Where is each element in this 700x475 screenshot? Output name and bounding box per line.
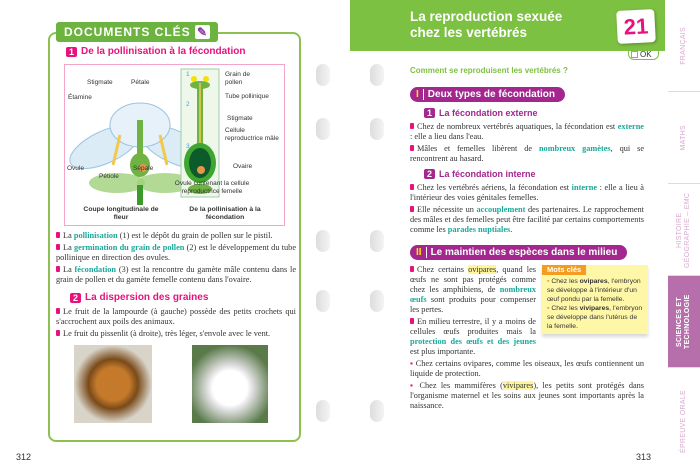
checkbox-icon[interactable] (631, 51, 638, 58)
label-petiole: Pétiole (99, 173, 119, 180)
doc2-heading (70, 292, 296, 303)
bullet-lampourde: Le fruit de la lampourde (à gauche) possède des petits crochets qui s'accrochent aux poils des animaux. (56, 307, 296, 326)
chapter-question: Comment se reproduisent les vertébrés ? (410, 66, 568, 75)
para-mammiferes: ▪ Chez les mammifères (vivipares), les petits sont protégés dans l'organisme maternel et les soins aux jeunes sont importants après la naissance. (410, 381, 645, 410)
label-stigmate: Stigmate (87, 79, 113, 86)
label-stigmate-2: Stigmate (227, 115, 253, 122)
sub2-heading: 2 La fécondation interne (424, 169, 644, 179)
doc1-title: De la pollinisation à la fécondation (81, 46, 246, 57)
caption-coupe: Coupe longitudinale de fleur (83, 206, 159, 221)
bullet-germination: La germination du grain de pollen (2) est le développement du tube pollinique en direction des ovules. (56, 243, 297, 262)
binder-hole (370, 400, 384, 422)
pencil-icon: ✎ (197, 25, 209, 39)
label-sepale: Sépale (133, 165, 154, 172)
binder-hole (370, 64, 384, 86)
label-tube-pollinique: Tube pollinique (225, 93, 269, 100)
tab-epreuve-orale[interactable]: ÉPREUVE ORALE (680, 389, 687, 454)
label-grain-pollen: Grain de pollen (225, 71, 250, 86)
step-1: 1 (186, 71, 190, 78)
label-ovaire: Ovaire (233, 163, 253, 170)
chapter-number: 21 (616, 9, 656, 44)
bullet-pollinisation: La pollinisation (1) est le dépôt du grain de pollen sur le pistil. (56, 231, 296, 241)
documents-cles-tag (56, 22, 218, 42)
binder-hole (370, 230, 384, 252)
tag-label: DOCUMENTS CLÉS (64, 25, 191, 39)
caption-pollinisation: De la pollinisation à la fécondation (189, 206, 261, 221)
tab-francais[interactable]: FRANÇAIS (668, 0, 700, 92)
bullet-fecondation: La fécondation (3) est la rencontre du gamète mâle contenu dans le grain de pollen et du gamète femelle contenu dans l'ovaire. (56, 265, 297, 284)
binder-hole (316, 118, 330, 140)
para-gametes: Mâles et femelles libèrent de nombreux gamètes, qui se rencontrent au hasard. (410, 144, 644, 163)
binder-hole (316, 290, 330, 312)
binder-hole (370, 290, 384, 312)
binder-hole (316, 64, 330, 86)
para-oiseaux: ▪ Chez certains ovipares, comme les oiseaux, les œufs contiennent un liquide de protection. (410, 359, 645, 378)
binder-hole (370, 118, 384, 140)
tab-sciences-technologie[interactable]: SCIENCES ET TECHNOLOGIE (668, 276, 700, 368)
doc1-heading (66, 46, 245, 57)
tab-maths[interactable]: MATHS (668, 92, 700, 184)
pissenlit-photo (192, 345, 268, 423)
lampourde-photo (74, 345, 152, 423)
mots-cles-box (542, 265, 648, 334)
bullet-pissenlit: Le fruit du pissenlit (à droite), très léger, s'envole avec le vent. (56, 329, 296, 339)
keyword-ovipares: ▪ Chez les ovipares, l'embryon se développe à l'intérieur d'un œuf pondu par la femelle. (547, 278, 641, 303)
step-3: 3 (186, 143, 190, 150)
section-2-heading: II Le maintien des espèces dans le milieu (410, 242, 644, 260)
sub1-heading: 1 La fécondation externe (424, 108, 644, 118)
page-number-left: 312 (16, 452, 32, 462)
photos-row (74, 345, 296, 423)
flower-diagram (64, 64, 285, 226)
step-2: 2 (186, 101, 190, 108)
page-number-right: 313 (636, 452, 652, 462)
label-petale: Pétale (131, 79, 150, 86)
para-terrestre: En milieu terrestre, il y a moins de cellules œufs produites mais la protection des œufs et des jeunes est plus importante. (410, 317, 536, 356)
para-accouplement: Elle nécessite un accouplement des partenaires. Le rapprochement des mâles et des femelles peut être facilité par certains comportements comme les parades nuptiales. (410, 205, 644, 234)
flower-illustration (65, 65, 286, 227)
para-ovipares: Chez certains ovipares, quand les œufs ne sont pas protégés comme chez les amphibiens, de nombreux œufs sont produits pour compenser les pertes. (410, 265, 537, 314)
label-cellule-male: Cellule reproductrice mâle (225, 127, 279, 142)
left-column-flow (56, 231, 296, 423)
section-1-heading: I Deux types de fécondation (410, 84, 644, 102)
binder-hole (316, 400, 330, 422)
mots-cles-title: Mots clés (542, 265, 586, 275)
binder-hole (316, 230, 330, 252)
doc2-number: 2 (70, 293, 81, 303)
doc2-title: La dispersion des graines (85, 292, 209, 303)
ok-label: OK (640, 50, 652, 59)
label-ovule-femelle: Ovule contenant la cellule reproductrice femelle (174, 180, 250, 195)
para-interne: Chez les vertébrés aériens, la fécondation est interne : elle a lieu à l'intérieur des voies génitales femelles. (410, 183, 644, 202)
ok-checkbox[interactable] (628, 49, 659, 60)
tab-histoire-geographie[interactable]: HISTOIRE GÉOGRAPHIE – EMC (668, 184, 700, 276)
keyword-vivipares: ▪ Chez les vivipares, l'embryon se développe dans l'utérus de la femelle. (547, 305, 643, 330)
right-column-flow (410, 84, 644, 411)
label-etamine: Étamine (68, 94, 92, 101)
doc1-number: 1 (66, 47, 77, 57)
label-ovule: Ovule (67, 165, 84, 172)
para-externe: Chez de nombreux vertébrés aquatiques, la fécondation est externe : elle a lieu dans l'eau. (410, 122, 644, 141)
chapter-title: La reproduction sexuée chez les vertébrés (410, 9, 563, 40)
